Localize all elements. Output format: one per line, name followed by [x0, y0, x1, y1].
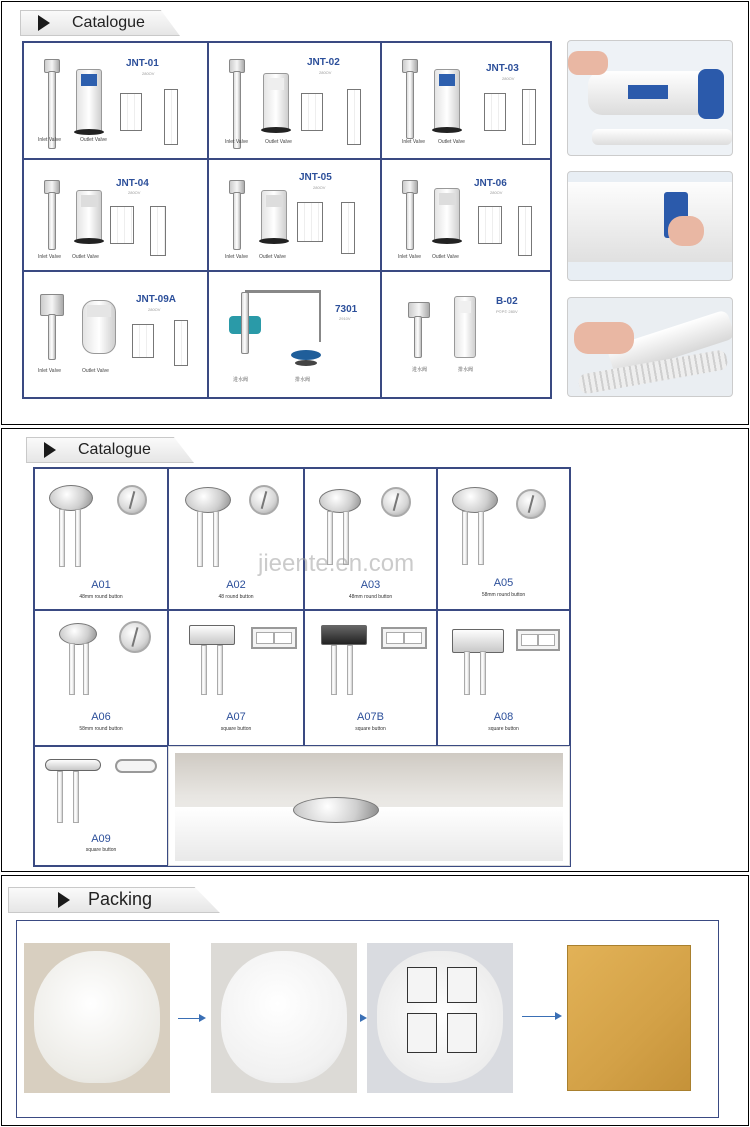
model-sub: 280OV [313, 185, 326, 190]
model-sub: 280OV [128, 190, 141, 195]
button-cell-a05 [437, 468, 570, 610]
inlet-caption: Inlet Valve [38, 368, 61, 374]
dimension-drawing [484, 93, 506, 131]
tab-label: Catalogue [78, 441, 151, 458]
valve-cell-jnt-06 [381, 159, 551, 271]
model-code: B-02 [496, 296, 518, 307]
button-desc: 48mm round button [79, 594, 123, 600]
outlet-caption: 排水阀 [458, 367, 474, 373]
valve-cell-jnt-05 [208, 159, 381, 271]
inlet-caption: Inlet Valve [225, 254, 248, 260]
model-code: JNT-03 [486, 63, 519, 74]
dimension-drawing [132, 324, 154, 358]
outlet-valve-image [434, 188, 460, 242]
dimension-drawing [120, 93, 142, 131]
inlet-valve-stem [48, 192, 56, 250]
button-code: A06 [91, 711, 111, 723]
button-desc: 58mm round button [79, 726, 123, 732]
model-code: JNT-04 [116, 178, 149, 189]
photo-inlet-connection [567, 297, 733, 397]
dimension-drawing [174, 320, 188, 366]
inlet-caption: 进水阀 [412, 367, 428, 373]
button-installed-photo [168, 746, 570, 866]
flush-button-image [293, 797, 379, 823]
packing-step-1-photo [24, 943, 170, 1093]
button-desc: 58mm round button [481, 592, 526, 598]
model-sub: 280OV [148, 307, 161, 312]
inlet-caption: Inlet Valve [225, 139, 248, 145]
outlet-valve-image [76, 190, 102, 242]
model-code: JNT-09A [136, 294, 177, 305]
outlet-valve-image [261, 190, 287, 242]
inlet-valve-stem [406, 192, 414, 250]
hand-image [574, 322, 634, 354]
button-code: A08 [493, 711, 514, 723]
model-code: JNT-06 [474, 178, 507, 189]
arrow-marker-icon [38, 15, 50, 31]
outlet-valve-image [454, 296, 476, 358]
button-cell-a06 [34, 610, 168, 746]
tab-label: Catalogue [72, 14, 145, 31]
button-code: A05 [493, 577, 514, 589]
inlet-caption: Inlet Valve [38, 137, 61, 143]
dimension-drawing [522, 89, 536, 145]
outlet-caption: Outlet Valve [259, 254, 286, 260]
dimension-drawing [347, 89, 361, 145]
button-cell-a08 [437, 610, 570, 746]
flush-seal [291, 350, 321, 360]
valve-cell-b-02 [381, 271, 551, 398]
hand-image [668, 216, 704, 246]
model-sub: 280OV [319, 70, 332, 75]
button-desc: square button [85, 847, 117, 853]
tab-label: Packing [88, 889, 153, 909]
button-code: A01 [91, 579, 111, 591]
valve-cell-jnt-01 [23, 42, 208, 159]
model-code: JNT-01 [126, 58, 159, 69]
inlet-valve-stem [414, 316, 422, 358]
button-cell-a01 [34, 468, 168, 610]
model-sub: 280OV [490, 190, 503, 195]
outlet-caption: 排水阀 [295, 377, 311, 383]
button-desc: 48mm round button [348, 594, 393, 600]
hand-image [568, 51, 608, 75]
inlet-valve-stem [233, 71, 241, 149]
button-cell-a07 [168, 610, 304, 746]
button-code: A07 [226, 711, 246, 723]
outlet-valve-image [263, 73, 289, 131]
outlet-caption: Outlet Valve [80, 137, 107, 143]
inlet-caption: 进水阀 [233, 377, 249, 383]
button-code: A03 [360, 579, 381, 591]
valve-cell-7301 [208, 271, 381, 398]
model-sub: 2910V [339, 316, 351, 321]
arrow-marker-icon [44, 442, 56, 458]
dimension-drawing [518, 206, 532, 256]
model-code: 7301 [335, 304, 358, 315]
valve-cell-jnt-02 [208, 42, 381, 159]
inlet-valve-stem [406, 71, 414, 139]
model-sub: 280OV [502, 76, 515, 81]
button-cell-a03 [304, 468, 437, 610]
outlet-caption: Outlet Valve [438, 139, 465, 145]
dimension-drawing [301, 93, 323, 131]
dimension-drawing [478, 206, 502, 244]
dimension-drawing [110, 206, 134, 244]
outlet-base [295, 360, 317, 366]
inlet-caption: Inlet Valve [398, 254, 421, 260]
outlet-valve-image [82, 300, 116, 354]
outlet-caption: Outlet Valve [72, 254, 99, 260]
packing-step-3-photo [367, 943, 513, 1093]
inlet-valve-image [40, 294, 64, 316]
button-desc: square button [220, 726, 252, 732]
dimension-drawing [341, 202, 355, 254]
packing-tab [8, 887, 220, 913]
packing-step-2-photo [211, 943, 357, 1093]
outlet-valve-image [76, 69, 102, 133]
step-arrow [522, 1016, 560, 1017]
inlet-valve-stem [233, 192, 241, 250]
outlet-valve-image [434, 69, 460, 131]
model-code: JNT-02 [307, 57, 340, 68]
inlet-caption: Inlet Valve [402, 139, 425, 145]
valve-cell-jnt-04 [23, 159, 208, 271]
inlet-valve-stem [241, 292, 249, 354]
button-desc: square button [488, 726, 519, 732]
valve-cell-jnt-09a [23, 271, 208, 398]
button-cell-a09 [34, 746, 168, 866]
watermark-text: jieente.en.com [258, 550, 415, 577]
model-sub: P©P© 280V [496, 309, 518, 314]
arrow-marker-icon [58, 892, 70, 908]
step-arrow [178, 1018, 204, 1019]
button-code: A07B [357, 711, 384, 723]
model-code: JNT-05 [299, 172, 332, 183]
catalogue-tab-2 [26, 437, 194, 463]
dimension-drawing [297, 202, 323, 242]
outlet-caption: Outlet Valve [265, 139, 292, 145]
button-desc: 48 round button [218, 594, 254, 600]
outlet-caption: Outlet Valve [82, 368, 109, 374]
dimension-drawing [150, 206, 166, 256]
valve-cell-jnt-03 [381, 42, 551, 159]
packing-step-4-carton [567, 945, 691, 1091]
outlet-caption: Outlet Valve [432, 254, 459, 260]
button-cell-a07b [304, 610, 437, 746]
button-cell-a02 [168, 468, 304, 610]
button-code: A09 [91, 833, 111, 845]
button-code: A02 [226, 579, 246, 591]
photo-outlet-valve-adjust [567, 171, 733, 281]
inlet-valve-stem [48, 314, 56, 360]
photo-outlet-valve-top [567, 40, 733, 156]
button-desc: square button [355, 726, 386, 732]
chain [319, 290, 321, 342]
inlet-caption: Inlet Valve [38, 254, 61, 260]
catalogue-tab-1 [20, 10, 180, 36]
lever-arm [245, 290, 321, 293]
model-sub: 280OV [142, 71, 155, 76]
dimension-drawing [164, 89, 178, 145]
